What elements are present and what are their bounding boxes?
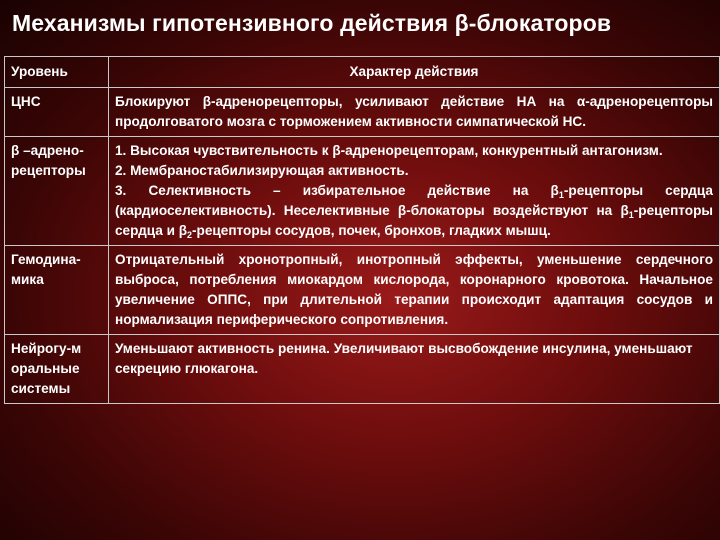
table-header-row (5, 57, 720, 88)
point-3 (115, 181, 713, 241)
point-1: 1. Высокая чувствительность к β-адренорецепторам, конкурентный антагонизм. (115, 143, 663, 158)
header-character: Характер действия (109, 57, 720, 88)
point-2: 2. Мембраностабилизирующая активность. (115, 163, 409, 178)
row-text-beta-receptors (109, 137, 720, 246)
row-text-neurohumoral: Уменьшают активность ренина. Увеличивают высвобождение инсулина, уменьшают секрецию глюкагона. (109, 335, 720, 404)
row-level-beta-receptors: β –адрено-рецепторы (5, 137, 109, 246)
table-row (5, 335, 720, 404)
slide-title: Механизмы гипотензивного действия β-блокаторов (12, 10, 612, 36)
header-level: Уровень (5, 57, 109, 88)
point-3-part-b: -рецепторы сердца (кардиоселективность). Неселективные β-блокаторы воздействуют на β (115, 183, 713, 218)
subscript: 2 (187, 230, 193, 240)
table-row (5, 88, 720, 137)
point-3-part-c: -рецепторы сердца и β (115, 203, 713, 238)
row-level-neurohumoral: Нейрогу-м оральные системы (5, 335, 109, 404)
row-level-hemodynamics: Гемодина-мика (5, 246, 109, 335)
subscript: 1 (558, 190, 564, 200)
table-row (5, 137, 720, 246)
point-3-part-a: 3. Селективность – избирательное действие на β (115, 183, 559, 198)
row-text-cns: Блокируют β-адренорецепторы, усиливают действие НА на α-адренорецепторы продолговатого мозга с торможением активности симпатической НС. (109, 88, 720, 137)
point-3-part-d: -рецепторы сосудов, почек, бронхов, гладких мышц. (192, 223, 551, 238)
table-row (5, 246, 720, 335)
mechanisms-table (4, 56, 720, 404)
subscript: 1 (628, 210, 634, 220)
row-level-cns: ЦНС (5, 88, 109, 137)
row-text-hemodynamics: Отрицательный хронотропный, инотропный эффекты, уменьшение сердечного выброса, потребления миокардом кислорода, коронарного кровотока. Начальное увеличение ОППС, при длительной терапии происходит адаптация сосудов и нормализация периферического сопротивления. (109, 246, 720, 335)
